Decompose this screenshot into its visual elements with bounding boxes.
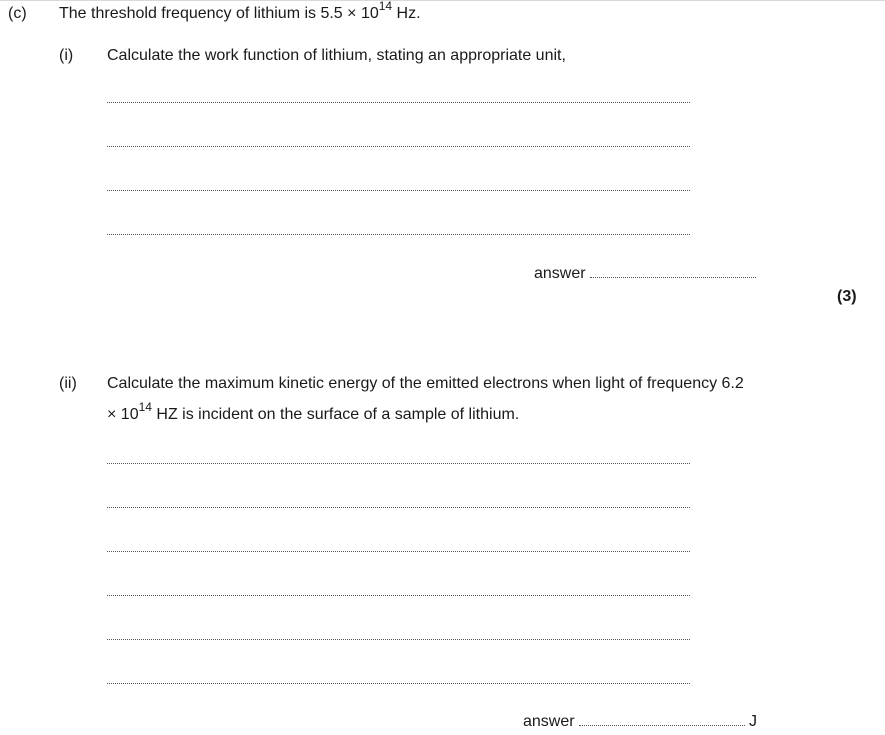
working-line-i-1[interactable] <box>107 102 690 103</box>
marks-i: (3) <box>837 288 857 305</box>
working-line-i-4[interactable] <box>107 234 690 235</box>
sub-ii-q2-prefix: × 10 <box>107 406 139 423</box>
page-top-border <box>0 0 885 1</box>
part-c-stem <box>59 0 421 24</box>
part-c-stem-text: The threshold frequency of lithium is 5.5 × 10 <box>59 5 379 22</box>
sub-ii-q2-exponent: 14 <box>138 400 152 414</box>
sub-ii-q2-suffix: HZ is incident on the surface of a sample of lithium. <box>151 406 520 423</box>
answer-unit-ii: J <box>749 713 758 730</box>
working-line-ii-1[interactable] <box>107 463 690 464</box>
working-line-ii-6[interactable] <box>107 683 690 684</box>
working-line-ii-4[interactable] <box>107 595 690 596</box>
answer-label-ii: answer <box>523 713 575 730</box>
sub-ii-label: (ii) <box>59 375 77 392</box>
working-line-i-2[interactable] <box>107 146 690 147</box>
working-line-ii-3[interactable] <box>107 551 690 552</box>
part-c-stem-suffix: Hz. <box>392 5 421 22</box>
sub-ii-question-line2 <box>107 400 520 425</box>
part-c-label: (c) <box>8 5 27 22</box>
answer-line-i[interactable] <box>590 277 756 278</box>
working-line-ii-2[interactable] <box>107 507 690 508</box>
sub-i-question: Calculate the work function of lithium, stating an appropriate unit, <box>107 47 566 64</box>
answer-row-ii <box>523 712 757 732</box>
working-line-ii-5[interactable] <box>107 639 690 640</box>
working-line-i-3[interactable] <box>107 190 690 191</box>
answer-label-i: answer <box>534 265 586 282</box>
answer-row-i <box>534 264 756 284</box>
part-c-stem-exponent: 14 <box>378 0 393 13</box>
answer-line-ii[interactable] <box>579 725 745 726</box>
sub-ii-question-line1: Calculate the maximum kinetic energy of the emitted electrons when light of frequency 6.2 <box>107 375 744 392</box>
sub-i-label: (i) <box>59 47 74 64</box>
